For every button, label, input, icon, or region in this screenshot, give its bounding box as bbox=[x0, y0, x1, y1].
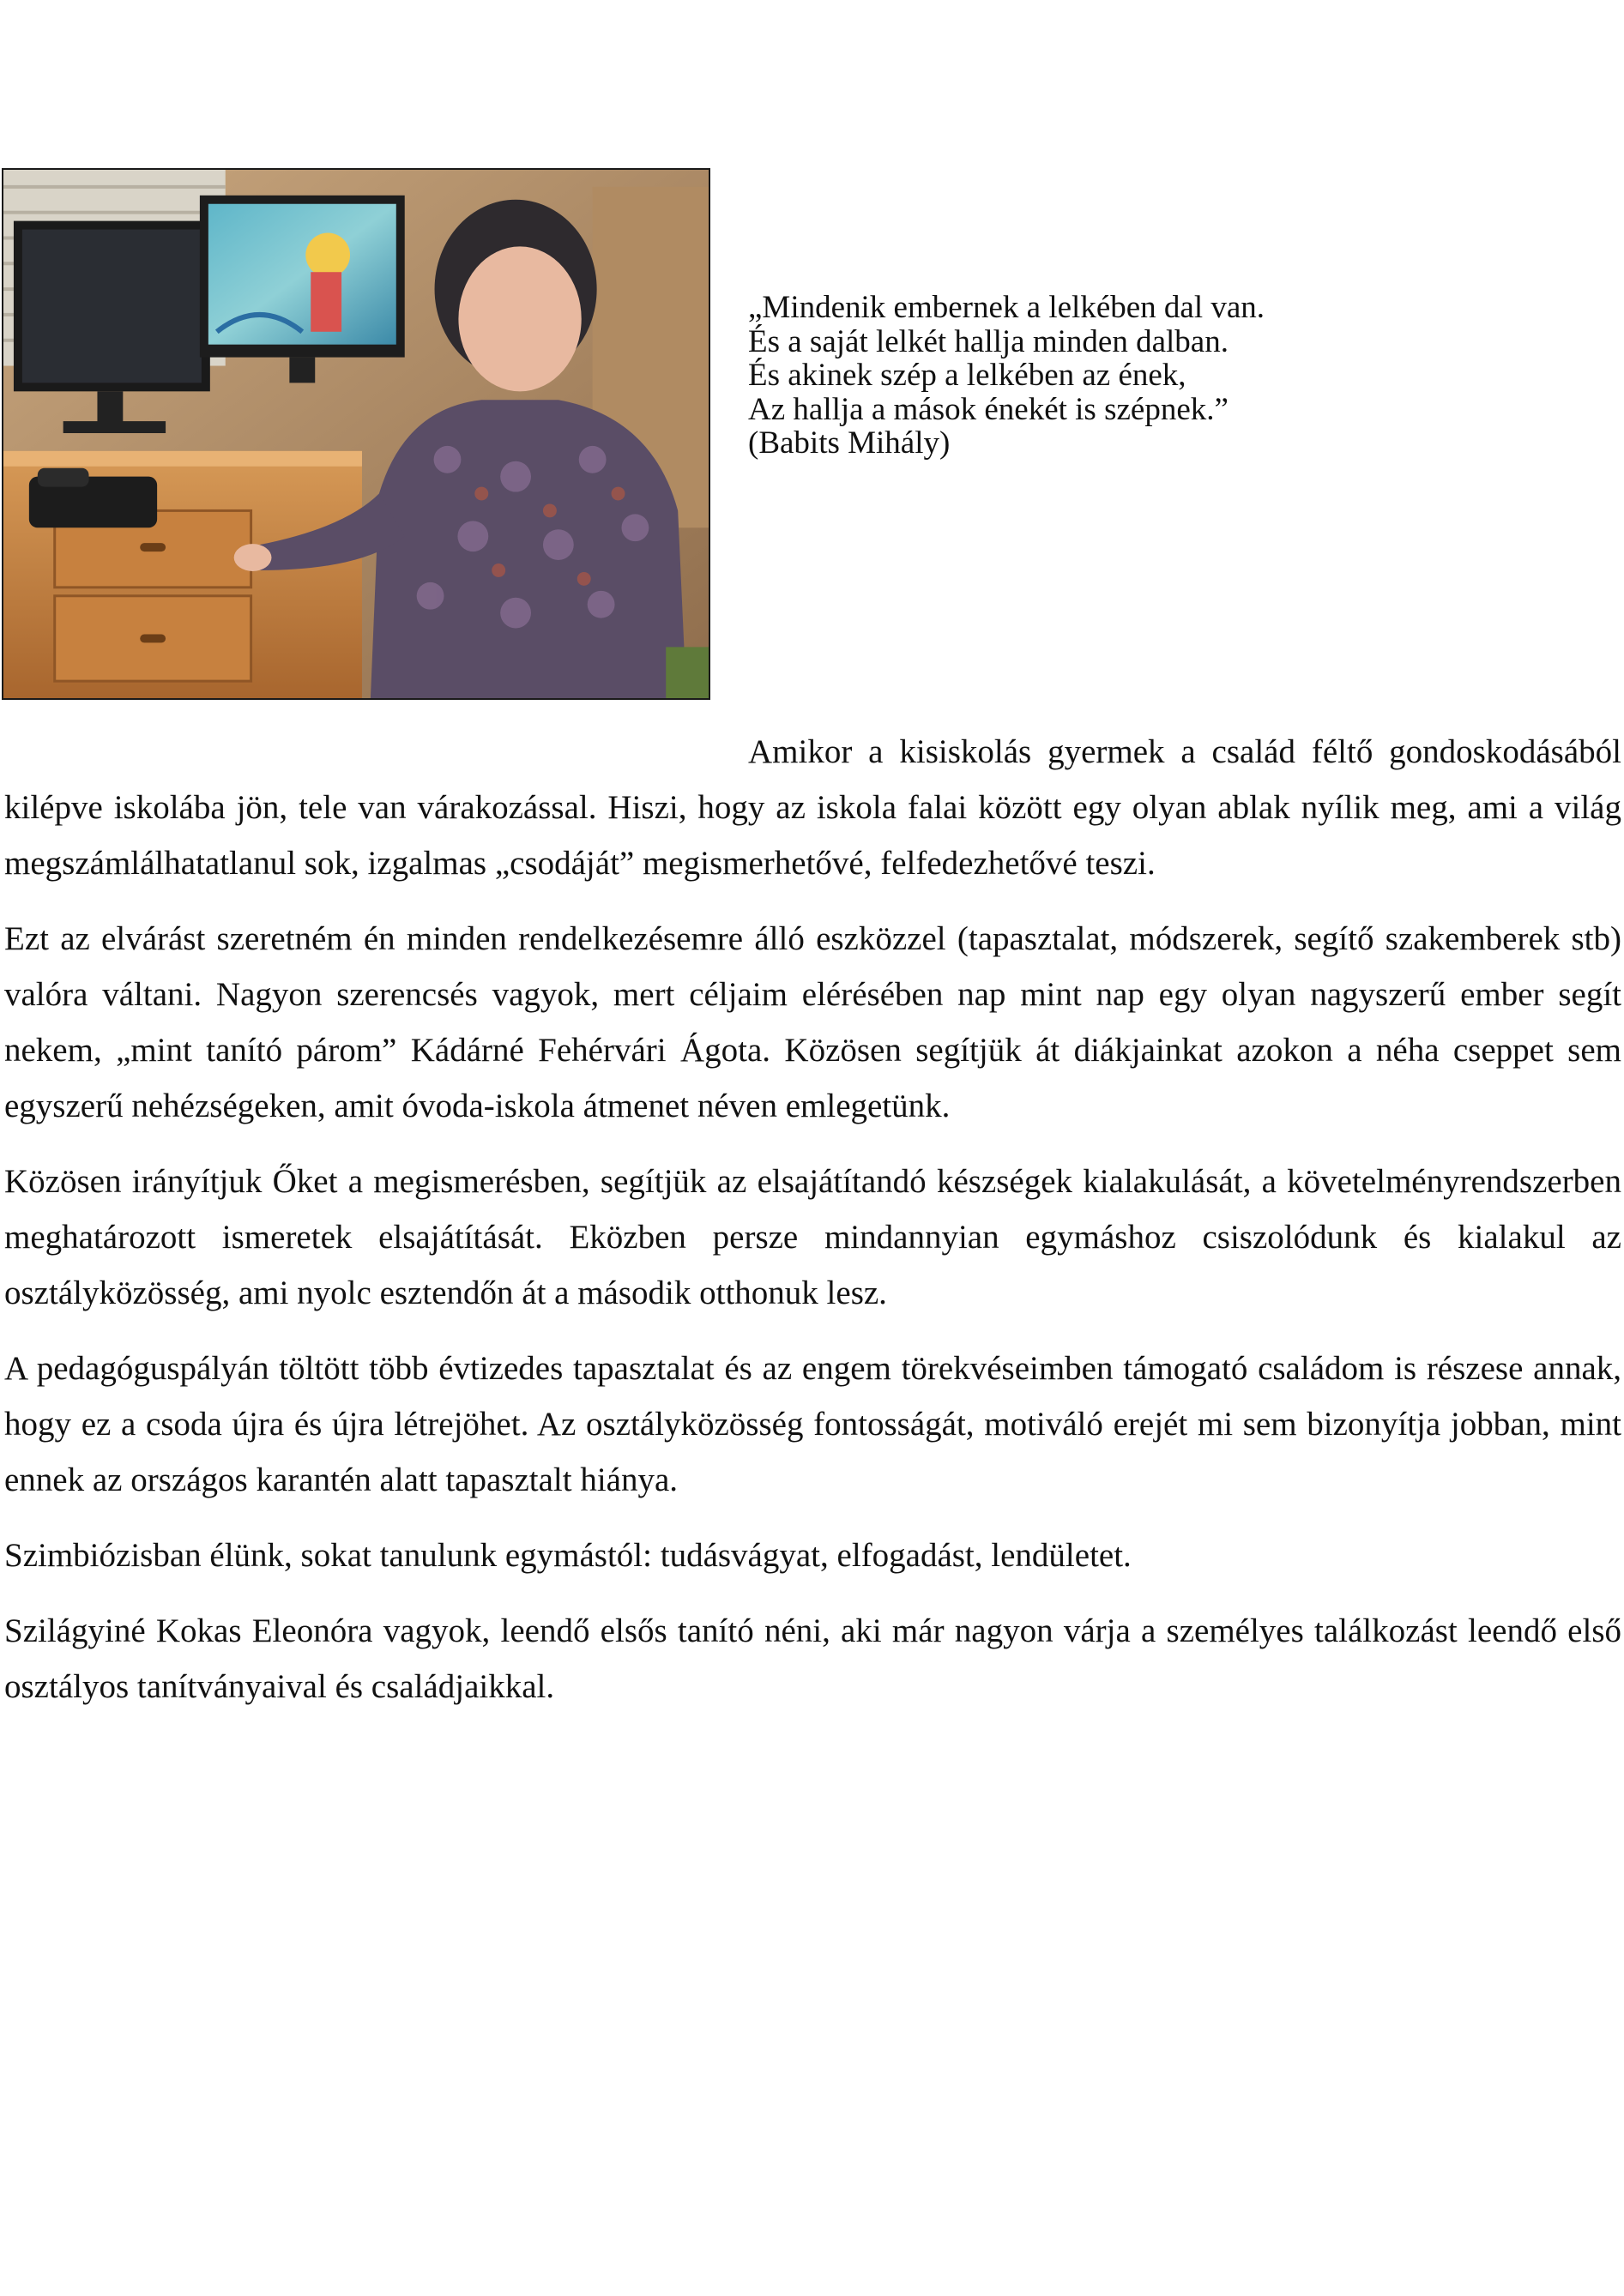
article-body bbox=[4, 724, 1621, 1734]
portrait-photo-image bbox=[3, 170, 709, 698]
paragraph: Amikor a kisiskolás gyermek a család féltő gondoskodásából kilépve iskolába jön, tele van várakozással. Hiszi, hogy az iskola falai között egy olyan ablak nyílik meg, ami a világ megszámlálhatatlanul sok, izgalmas „csodáját” megismerhetővé, felfedezhetővé teszi. bbox=[4, 733, 1621, 882]
poem-line: Az hallja a mások énekét is szépnek.” bbox=[748, 391, 1229, 427]
paragraph: Szilágyiné Kokas Eleonóra vagyok, leendő elsős tanító néni, aki már nagyon várja a személyes találkozást leendő első osztályos tanítványaival és családjaikkal. bbox=[4, 1612, 1621, 1705]
paragraph: Közösen irányítjuk Őket a megismerésben, segítjük az elsajátítandó készségek kialakulását, a követelményrendszerben meghatározott ismeretek elsajátítását. Eközben persze mindannyian egymáshoz csiszolódunk és kialakul az osztályközösség, ami nyolc esztendőn át a második otthonuk lesz. bbox=[4, 1163, 1621, 1311]
poem-quote bbox=[748, 291, 1265, 461]
portrait-photo bbox=[2, 168, 710, 700]
paragraph: A pedagóguspályán töltött több évtizedes tapasztalat és az engem törekvéseimben támogató családom is részese annak, hogy ez a csoda újra és újra létrejöhet. Az osztályközösség fontosságát, motiváló erejét mi sem bizonyítja jobban, mint ennek az országos karantén alatt tapasztalt hiánya. bbox=[4, 1350, 1621, 1498]
poem-attribution: (Babits Mihály) bbox=[748, 425, 951, 461]
paragraph: Szimbiózisban élünk, sokat tanulunk egymástól: tudásvágyat, elfogadást, lendületet. bbox=[4, 1537, 1132, 1574]
poem-line: „Mindenik embernek a lelkében dal van. bbox=[748, 290, 1265, 325]
paragraph: Ezt az elvárást szeretném én minden rendelkezésemre álló eszközzel (tapasztalat, módszerek, segítő szakemberek stb) valóra váltani. Nagyon szerencsés vagyok, mert céljaim elérésében nap mint nap egy olyan nagyszerű ember segít nekem, „mint tanító párom” Kádárné Fehérvári Ágota. Közösen segítjük át diákjainkat azokon a néha cseppet sem egyszerű nehézségeken, amit óvoda-iskola átmenet néven emlegetünk. bbox=[4, 920, 1621, 1124]
poem-line: És akinek szép a lelkében az ének, bbox=[748, 358, 1186, 393]
poem-line: És a saját lelkét hallja minden dalban. bbox=[748, 323, 1229, 359]
